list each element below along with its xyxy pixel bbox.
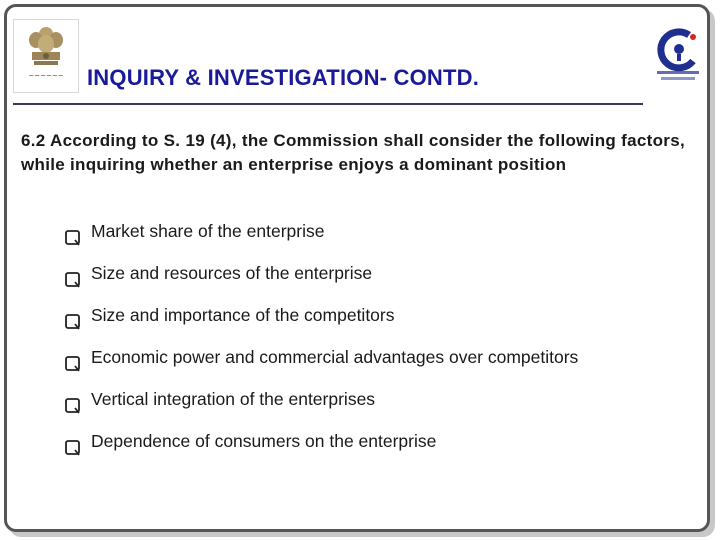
- list-item: [65, 299, 705, 341]
- q-square-bullet-icon: [65, 392, 81, 408]
- list-item-text: Vertical integration of the enterprises: [91, 389, 376, 409]
- list-item: [65, 215, 705, 257]
- national-emblem-logo: [13, 19, 79, 93]
- svg-text:~~~~~~: ~~~~~~: [28, 72, 64, 80]
- factor-list: [65, 215, 705, 467]
- q-square-bullet-icon: [65, 434, 81, 450]
- list-item: [65, 257, 705, 299]
- list-item: [65, 383, 705, 425]
- list-item-text: Dependence of consumers on the enterprise: [91, 431, 437, 451]
- list-item: [65, 425, 705, 467]
- slide-frame: [4, 4, 710, 532]
- list-item: [65, 341, 705, 383]
- slide-title: INQUIRY & INVESTIGATION- CONTD.: [87, 65, 480, 90]
- q-square-bullet-icon: [65, 350, 81, 366]
- q-square-bullet-icon: [65, 266, 81, 282]
- list-item-text: Size and resources of the enterprise: [91, 263, 373, 283]
- title-divider: [13, 103, 643, 105]
- list-item-text: Size and importance of the competitors: [91, 305, 395, 325]
- list-item-text: Market share of the enterprise: [91, 221, 325, 241]
- lead-paragraph: 6.2 According to S. 19 (4), the Commission shall consider the following factors, while inquiring whether an enterprise enjoys a dominant position: [21, 131, 685, 174]
- list-item-text: Economic power and commercial advantages over competitors: [91, 347, 579, 367]
- q-square-bullet-icon: [65, 224, 81, 240]
- cci-logo: [653, 27, 703, 85]
- q-square-bullet-icon: [65, 308, 81, 324]
